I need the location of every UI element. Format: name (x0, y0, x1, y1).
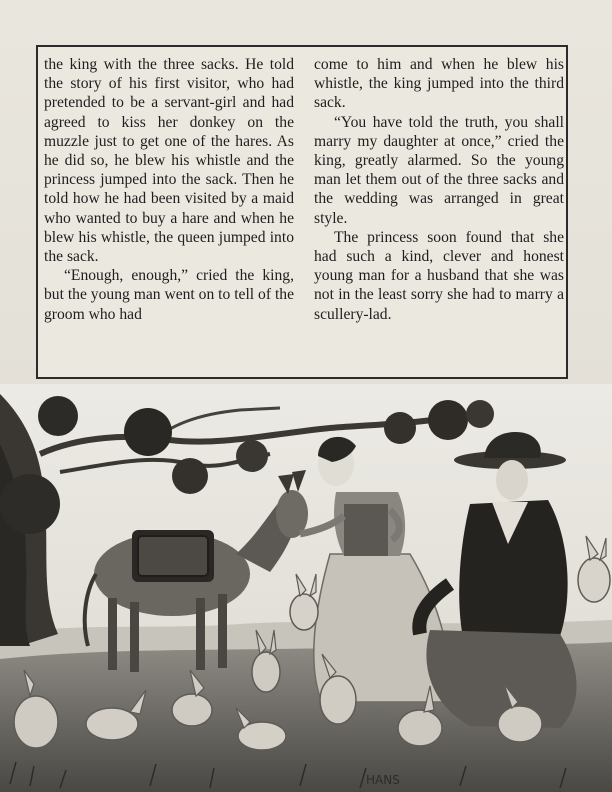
left-text-column (44, 55, 294, 324)
paragraph: “Enough, enough,” cried the king, but the young man went on to tell of the groom who had (44, 267, 294, 323)
story-text-frame (36, 45, 568, 379)
paragraph: the king with the three sacks. He told the story of his first visitor, who had pretended to be a servant-girl and had agreed to kiss her donkey on the muzzle just to get one of the hares. As he did so, he blew his whistle and the princess jumped into the sack. Then he told how he had been visited by a maid who wanted to buy a hare and when he blew his whistle, the queen jumped into the sack. (44, 56, 294, 266)
right-text-column (314, 55, 564, 324)
artist-signature: HANS (366, 773, 400, 787)
story-illustration (0, 384, 612, 792)
paragraph: “You have told the truth, you shall marry my daughter at once,” cried the king, greatly alarmed. So the young man let them out of the three sacks and the wedding was arranged in great style. (314, 113, 564, 227)
paragraph: The princess soon found that she had such a kind, clever and honest young man for a husband that she was not in the least sorry she had to marry a scullery-lad. (314, 228, 564, 323)
paragraph: come to him and when he blew his whistle, the king jumped into the third sack. (314, 56, 564, 112)
